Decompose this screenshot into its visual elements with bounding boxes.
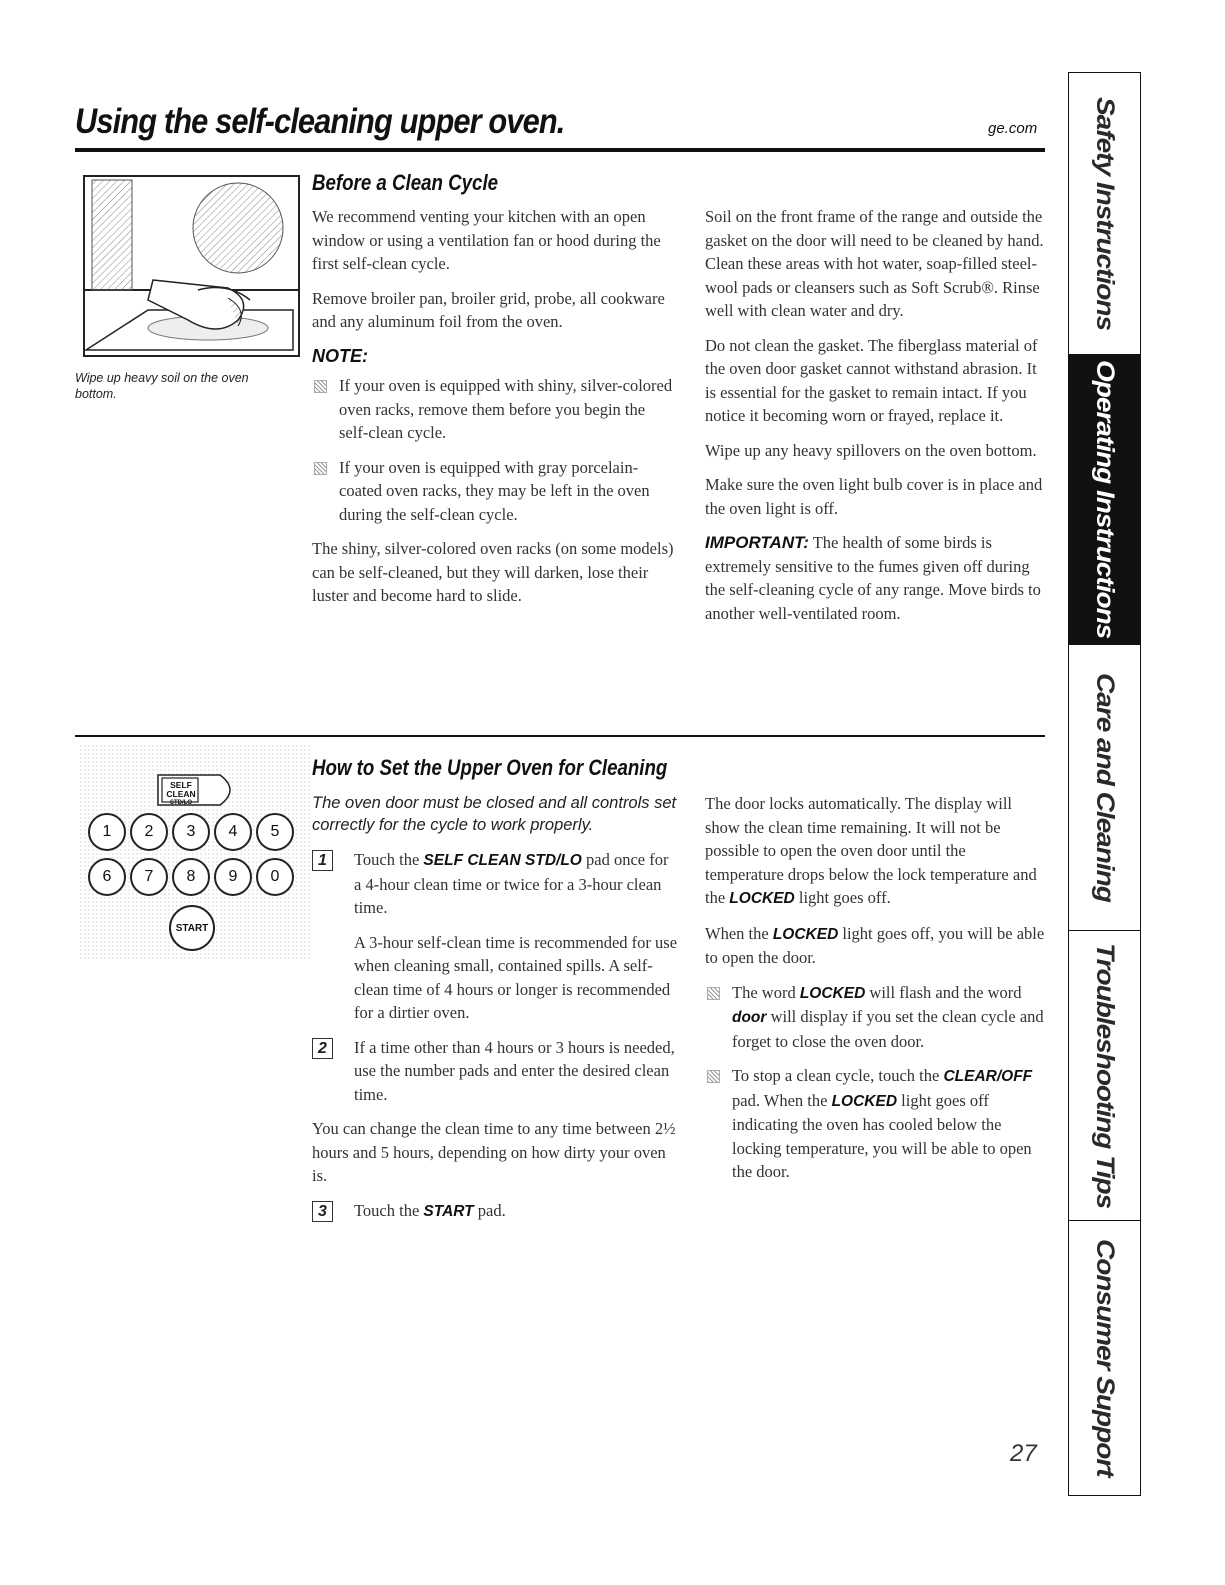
keyword: door xyxy=(732,1009,767,1026)
keyword: LOCKED xyxy=(799,984,866,1002)
howto-left-column xyxy=(312,792,677,1234)
bullet-item: The word LOCKED will flash and the word door will display if you set the clean cycle and forget to close the oven door. xyxy=(705,981,1045,1054)
tab-safety-instructions[interactable]: Safety Instructions xyxy=(1069,73,1140,355)
tab-troubleshooting-tips[interactable]: Troubleshooting Tips xyxy=(1069,931,1140,1221)
section-tabs-sidebar xyxy=(1068,72,1141,1496)
paragraph: The door locks automatically. The display will show the clean time remaining. It will not be possible to open the oven door until the temperature drops below the lock temperature and the LOCKED light goes off. xyxy=(705,794,1037,907)
before-right-column xyxy=(705,205,1045,636)
paragraph: Remove broiler pan, broiler grid, probe, all cookware and any aluminum foil from the oven. xyxy=(312,288,665,331)
number-key-0: 0 xyxy=(256,858,294,896)
paragraph: Do not clean the gasket. The fiberglass material of the oven door gasket cannot withstand abrasion. It is essential for the gasket to remain intact. If you notice it becoming worn or frayed, replace it. xyxy=(705,335,1038,425)
step-3: 3 Touch the START pad. xyxy=(312,1199,677,1224)
number-key-4: 4 xyxy=(214,813,252,851)
paragraph: Make sure the oven light bulb cover is in place and the oven light is off. xyxy=(705,475,1043,518)
bullet-icon xyxy=(314,380,327,393)
start-key: START xyxy=(169,905,215,951)
paragraph: When the LOCKED light goes off, you will be able to open the door. xyxy=(705,923,1045,967)
paragraph: A 3-hour self-clean time is recommended for use when cleaning small, contained spills. A self-clean time of 4 hours or longer is recommended for a dirtier oven. xyxy=(354,932,678,1022)
keyword: LOCKED xyxy=(831,1092,898,1110)
site-url: ge.com xyxy=(988,120,1038,137)
number-keys-row-2 xyxy=(88,858,294,896)
important-label: IMPORTANT: xyxy=(705,533,809,552)
note-label: NOTE: xyxy=(312,345,368,366)
number-key-1: 1 xyxy=(88,813,126,851)
bullet-item: If your oven is equipped with shiny, silver-colored oven racks, remove them before you begin the self-clean cycle. xyxy=(312,374,677,445)
step-2: 2 If a time other than 4 hours or 3 hours is needed, use the number pads and enter the desired clean time. xyxy=(312,1036,677,1107)
number-key-8: 8 xyxy=(172,858,210,896)
section-heading-before-clean: Before a Clean Cycle xyxy=(312,170,499,195)
page-number: 27 xyxy=(1010,1440,1037,1467)
step-number: 2 xyxy=(312,1038,333,1059)
howto-right-column xyxy=(705,792,1045,1195)
paragraph: Wipe up any heavy spillovers on the oven bottom. xyxy=(705,440,1037,460)
keyword: CLEAR/OFF xyxy=(943,1068,1033,1085)
step-number: 3 xyxy=(312,1201,333,1222)
bullet-icon xyxy=(707,1070,720,1083)
keypad-illustration xyxy=(80,745,310,960)
step-1: 1 Touch the SELF CLEAN STD/LO pad once for a 4-hour clean time or twice for a 3-hour clean time. xyxy=(312,848,677,920)
title-rule xyxy=(75,148,1045,152)
keyword: LOCKED xyxy=(729,890,795,907)
tab-operating-instructions[interactable]: Operating Instructions xyxy=(1069,355,1140,645)
important-paragraph: IMPORTANT: The health of some birds is extremely sensitive to the fumes given off during the self-cleaning cycle of any range. Move birds to another well-ventilated room. xyxy=(705,533,1041,623)
number-key-2: 2 xyxy=(130,813,168,851)
illustration-caption: Wipe up heavy soil on the oven bottom. xyxy=(75,371,249,401)
bullet-icon xyxy=(314,462,327,475)
paragraph: Soil on the front frame of the range and outside the gasket on the door will need to be cleaned by hand. Clean these areas with hot water, soap-filled steel-wool pads or cleansers such as Soft Scrub®. Rinse well with clean water and dry. xyxy=(705,207,1044,320)
number-key-5: 5 xyxy=(256,813,294,851)
self-clean-key-label-1: SELF xyxy=(170,780,192,790)
paragraph: We recommend venting your kitchen with an open window or using a ventilation fan or hood during the first self-clean cycle. xyxy=(312,207,661,273)
self-clean-key-label-2: CLEAN xyxy=(166,789,196,799)
self-clean-key-label-3: STD/LO xyxy=(170,800,192,806)
section-divider xyxy=(75,735,1045,737)
paragraph: You can change the clean time to any time between 2½ hours and 5 hours, depending on how dirty your oven is. xyxy=(312,1119,676,1185)
keyword: START xyxy=(423,1202,474,1220)
number-key-6: 6 xyxy=(88,858,126,896)
number-key-3: 3 xyxy=(172,813,210,851)
keyword: LOCKED xyxy=(772,925,839,943)
bullet-item: If your oven is equipped with gray porcelain-coated oven racks, they may be left in the oven during the self-clean cycle. xyxy=(312,456,677,527)
before-left-column xyxy=(312,205,677,619)
keyword: SELF CLEAN STD/LO xyxy=(423,852,582,869)
bullet-item: To stop a clean cycle, touch the CLEAR/OFF pad. When the LOCKED light goes off indicating the oven has cooled below the locking temperature, you will be able to open the door. xyxy=(705,1064,1045,1184)
number-key-7: 7 xyxy=(130,858,168,896)
number-keys-row-1 xyxy=(88,813,294,851)
oven-wipe-illustration xyxy=(78,170,303,360)
paragraph: The shiny, silver-colored oven racks (on some models) can be self-cleaned, but they will darken, lose their luster and become hard to slide. xyxy=(312,539,674,605)
bullet-icon xyxy=(707,987,720,1000)
number-key-9: 9 xyxy=(214,858,252,896)
howto-intro: The oven door must be closed and all controls set correctly for the cycle to work properly. xyxy=(312,794,677,834)
tab-care-and-cleaning[interactable]: Care and Cleaning xyxy=(1069,645,1140,931)
section-heading-how-to-clean: How to Set the Upper Oven for Cleaning xyxy=(312,755,668,780)
tab-consumer-support[interactable]: Consumer Support xyxy=(1091,1238,1119,1477)
step-number: 1 xyxy=(312,850,333,871)
page-title: Using the self-cleaning upper oven. xyxy=(75,102,565,141)
